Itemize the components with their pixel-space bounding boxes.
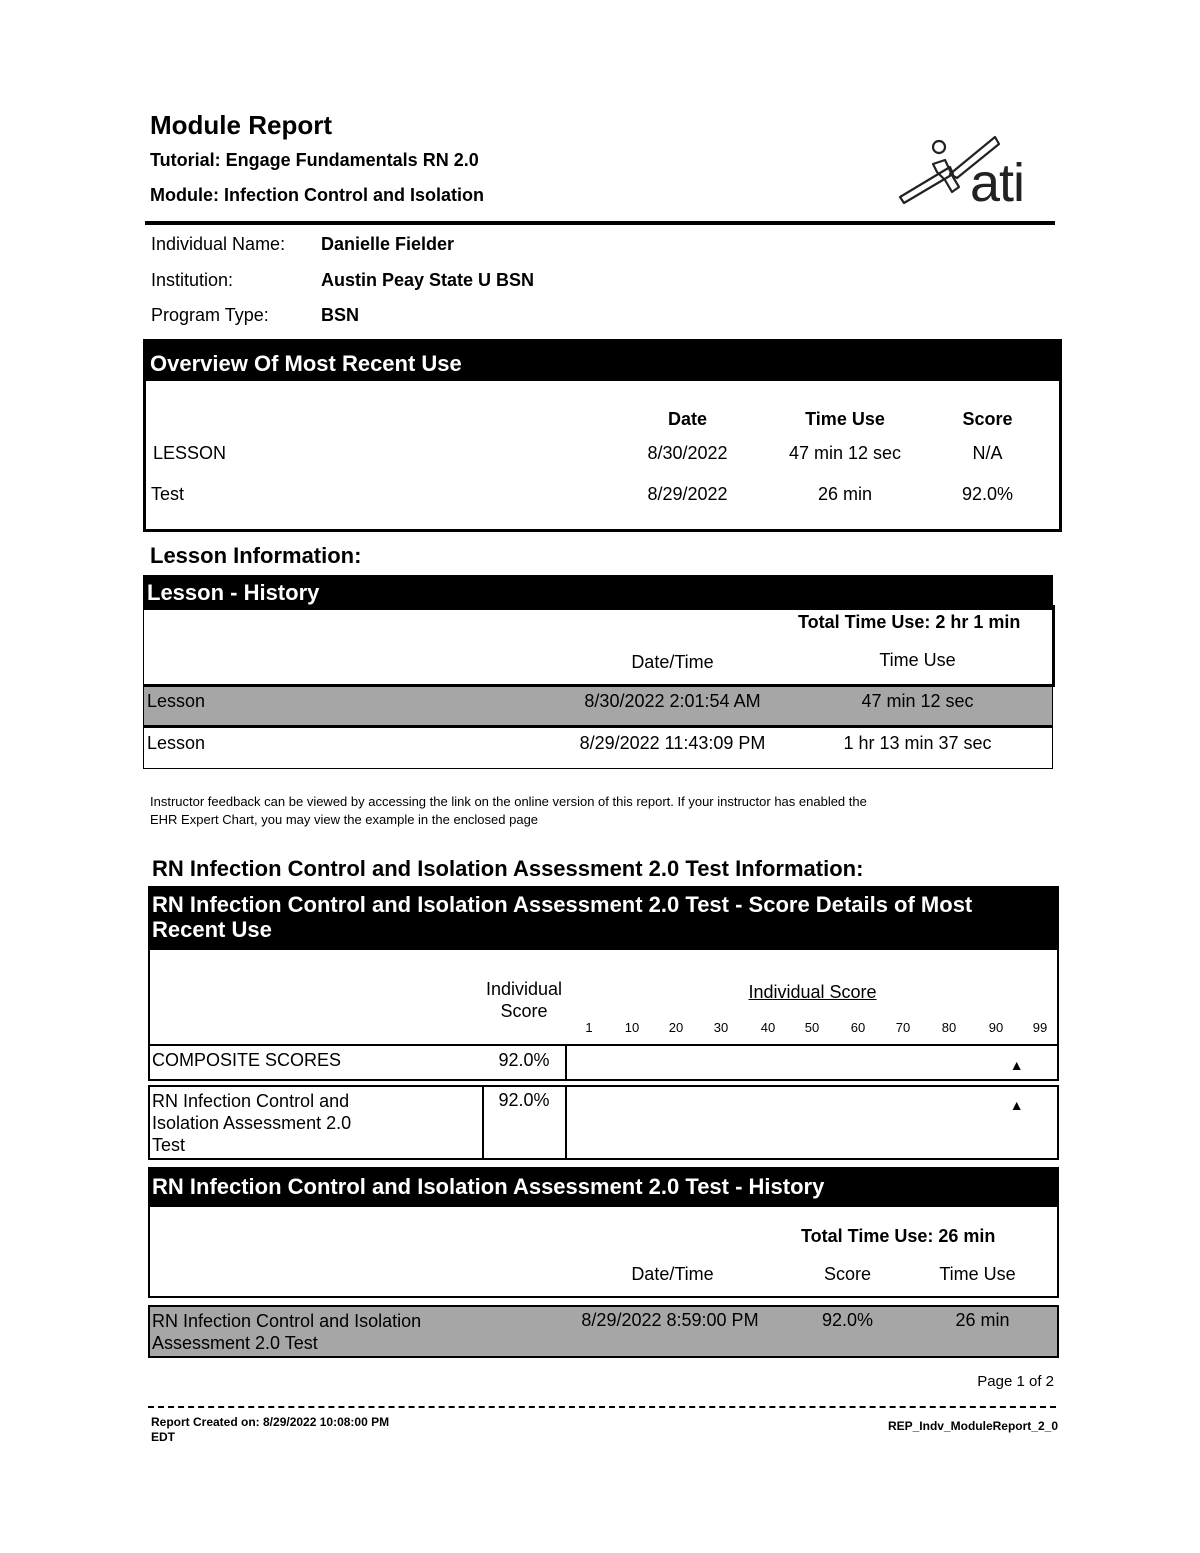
- ati-logo: [895, 132, 1040, 217]
- scale-tick-label: 80: [941, 1020, 957, 1035]
- overview-col-score: Score: [962, 409, 1013, 429]
- tutorial-name: Tutorial: Engage Fundamentals RN 2.0: [150, 150, 479, 170]
- overview-row-time: 47 min 12 sec: [788, 443, 902, 463]
- footer-divider: [148, 1406, 1056, 1408]
- lesson-row-datetime: 8/29/2022 11:43:09 PM: [579, 733, 766, 753]
- col-individual-score-line: Individual: [485, 979, 563, 999]
- lesson-row-name: Lesson: [147, 691, 206, 711]
- overview-row-score: N/A: [972, 443, 1003, 463]
- overview-row-name: Test: [151, 484, 185, 504]
- instructor-note-line: EHR Expert Chart, you may view the example in the enclosed page: [150, 812, 539, 827]
- overview-row-time: 26 min: [817, 484, 873, 504]
- lesson-history-title: Lesson - History: [143, 575, 1053, 610]
- report-title: Module Report: [150, 110, 332, 140]
- test-col-score: Score: [823, 1264, 872, 1284]
- score-row-value: 92.0%: [498, 1050, 550, 1070]
- test-history-row-name-line: RN Infection Control and Isolation: [152, 1311, 422, 1331]
- ati-logo-text: ati: [970, 153, 1025, 213]
- test-history-row-name-line: Assessment 2.0 Test: [152, 1333, 318, 1353]
- report-id: REP_Indv_ModuleReport_2_0: [887, 1419, 1058, 1433]
- program-label: Program Type:: [151, 305, 269, 325]
- scale-tick-label: 1: [585, 1020, 593, 1035]
- lesson-row-name: Lesson: [147, 733, 206, 753]
- instructor-note-line: Instructor feedback can be viewed by accessing the link on the online version of this report. If your instructor has enabled the: [150, 794, 867, 809]
- institution-value: Austin Peay State U BSN: [321, 270, 535, 290]
- score-marker: ▲: [1009, 1097, 1024, 1113]
- name-value: Danielle Fielder: [321, 234, 455, 254]
- header-divider: [145, 221, 1055, 225]
- col-individual-score: [470, 978, 578, 1022]
- test-history-title: RN Infection Control and Isolation Assessment 2.0 Test - History: [148, 1167, 1059, 1207]
- lesson-row-time: 47 min 12 sec: [861, 691, 974, 711]
- institution-label: Institution:: [151, 270, 234, 290]
- module-name: Module: Infection Control and Isolation: [150, 185, 484, 205]
- page-number: Page 1 of 2: [977, 1373, 1054, 1390]
- score-row-name-line: RN Infection Control and: [152, 1091, 350, 1111]
- score-marker: ▲: [1009, 1057, 1024, 1073]
- scale-tick-label: 50: [804, 1020, 820, 1035]
- test-col-datetime: Date/Time: [631, 1264, 714, 1284]
- overview-col-date: Date: [667, 409, 707, 429]
- score-row-name-line: Isolation Assessment 2.0: [152, 1113, 352, 1133]
- overview-col-time: Time Use: [805, 409, 885, 429]
- lesson-total-time: Total Time Use: 2 hr 1 min: [798, 612, 1021, 632]
- test-total-time: Total Time Use: 26 min: [801, 1226, 996, 1246]
- test-history-row-time: 26 min: [955, 1310, 1010, 1330]
- name-label: Individual Name:: [151, 234, 286, 254]
- lesson-info-heading: Lesson Information:: [150, 543, 362, 568]
- score-details-title-line: RN Infection Control and Isolation Assessment 2.0 Test - Score Details of Most: [152, 892, 973, 917]
- test-history-row-datetime: 8/29/2022 8:59:00 PM: [581, 1310, 759, 1330]
- scale-title: Individual Score: [748, 982, 877, 1002]
- scale-tick-label: 30: [713, 1020, 729, 1035]
- scale-tick-label: 70: [895, 1020, 911, 1035]
- scale-tick-label: 90: [988, 1020, 1004, 1035]
- test-history-row-name: [152, 1310, 421, 1354]
- overview-row-date: 8/29/2022: [647, 484, 728, 504]
- overview-panel: [143, 339, 1062, 532]
- test-col-time: Time Use: [939, 1264, 1016, 1284]
- score-details-title: [148, 886, 1059, 950]
- test-info-heading: RN Infection Control and Isolation Assessment 2.0 Test Information:: [152, 856, 864, 881]
- scale-tick-label: 99: [1032, 1020, 1048, 1035]
- col-individual-score-line: Score: [500, 1001, 548, 1021]
- overview-row-date: 8/30/2022: [647, 443, 728, 463]
- scale-tick-label: 40: [760, 1020, 776, 1035]
- score-details-title-line: Recent Use: [152, 917, 272, 942]
- scale-tick-label: 60: [850, 1020, 866, 1035]
- score-row-name: [152, 1090, 351, 1156]
- report-created: [151, 1415, 389, 1445]
- scale-tick-label: 10: [624, 1020, 640, 1035]
- overview-row-score: 92.0%: [961, 484, 1014, 504]
- score-row-name: COMPOSITE SCORES: [152, 1050, 342, 1070]
- overview-title: Overview Of Most Recent Use: [146, 342, 1059, 381]
- report-created-line: Report Created on: 8/29/2022 10:08:00 PM: [151, 1415, 390, 1429]
- lesson-col-time: Time Use: [879, 650, 956, 670]
- instructor-note: [150, 793, 867, 829]
- lesson-row-datetime: 8/30/2022 2:01:54 AM: [584, 691, 761, 711]
- score-row-value: 92.0%: [498, 1090, 550, 1110]
- lesson-col-datetime: Date/Time: [631, 652, 714, 672]
- lesson-row-time: 1 hr 13 min 37 sec: [843, 733, 992, 753]
- overview-row-name: LESSON: [153, 443, 227, 463]
- program-value: BSN: [321, 305, 360, 325]
- scale-tick-label: 20: [668, 1020, 684, 1035]
- score-row-name-line: Test: [152, 1135, 186, 1155]
- report-created-line: EDT: [151, 1430, 175, 1444]
- test-history-row-score: 92.0%: [821, 1310, 874, 1330]
